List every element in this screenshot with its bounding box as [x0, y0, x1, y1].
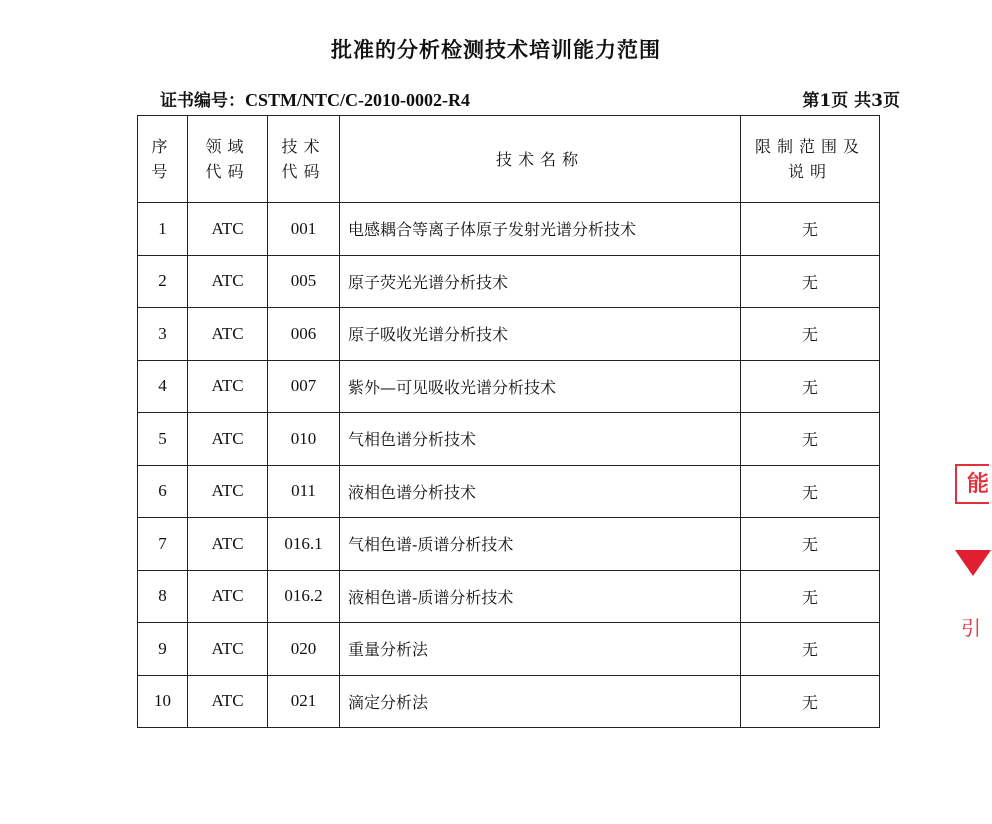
table-row [138, 360, 880, 413]
header-tech-name: 技术名称 [340, 116, 741, 203]
cell-domain-code: ATC [188, 308, 268, 361]
cell-tech-code: 007 [268, 360, 340, 413]
cell-domain-code: ATC [188, 465, 268, 518]
cell-limit: 无 [741, 360, 880, 413]
cell-domain-code: ATC [188, 623, 268, 676]
cell-tech-name: 原子吸收光谱分析技术 [340, 308, 741, 361]
cell-limit: 无 [741, 308, 880, 361]
cell-tech-code: 020 [268, 623, 340, 676]
cell-tech-code: 011 [268, 465, 340, 518]
cell-tech-code: 010 [268, 413, 340, 466]
cell-limit: 无 [741, 255, 880, 308]
document-title: 批准的分析检测技术培训能力范围 [331, 38, 661, 62]
cell-limit: 无 [741, 413, 880, 466]
cell-seq: 3 [138, 308, 188, 361]
table-row [138, 255, 880, 308]
table-row [138, 570, 880, 623]
cell-tech-code: 005 [268, 255, 340, 308]
cell-domain-code: ATC [188, 255, 268, 308]
certificate-value: CSTM/NTC/C-2010-0002-R4 [245, 90, 470, 110]
cell-seq: 2 [138, 255, 188, 308]
cell-domain-code: ATC [188, 360, 268, 413]
page-indicator: 第1页 共3页 [802, 91, 900, 111]
scope-table [137, 115, 880, 728]
cell-tech-code: 006 [268, 308, 340, 361]
cell-seq: 1 [138, 203, 188, 256]
cell-tech-name: 液相色谱分析技术 [340, 465, 741, 518]
cell-tech-code: 016.1 [268, 518, 340, 571]
cell-domain-code: ATC [188, 675, 268, 728]
cell-limit: 无 [741, 518, 880, 571]
cell-seq: 6 [138, 465, 188, 518]
cell-limit: 无 [741, 675, 880, 728]
cell-seq: 4 [138, 360, 188, 413]
header-domain-code: 领域 代码 [188, 116, 268, 203]
table-row [138, 518, 880, 571]
cell-tech-code: 001 [268, 203, 340, 256]
table-row [138, 465, 880, 518]
cell-seq: 10 [138, 675, 188, 728]
cell-limit: 无 [741, 570, 880, 623]
cell-tech-name: 原子荧光光谱分析技术 [340, 255, 741, 308]
certificate-label: 证书编号： [160, 91, 245, 111]
cell-tech-name: 液相色谱-质谱分析技术 [340, 570, 741, 623]
cell-limit: 无 [741, 203, 880, 256]
cell-domain-code: ATC [188, 203, 268, 256]
seal-fragment-top: 能 [955, 464, 989, 504]
cell-limit: 无 [741, 465, 880, 518]
table-row [138, 203, 880, 256]
table-row [138, 623, 880, 676]
cell-tech-name: 电感耦合等离子体原子发射光谱分析技术 [340, 203, 741, 256]
cell-tech-name: 气相色谱分析技术 [340, 413, 741, 466]
cell-seq: 9 [138, 623, 188, 676]
cell-domain-code: ATC [188, 413, 268, 466]
header-seq: 序 号 [138, 116, 188, 203]
cell-tech-name: 滴定分析法 [340, 675, 741, 728]
cell-tech-code: 016.2 [268, 570, 340, 623]
cell-tech-name: 重量分析法 [340, 623, 741, 676]
cell-seq: 5 [138, 413, 188, 466]
cell-tech-code: 021 [268, 675, 340, 728]
cell-seq: 8 [138, 570, 188, 623]
cell-seq: 7 [138, 518, 188, 571]
cell-tech-name: 紫外—可见吸收光谱分析技术 [340, 360, 741, 413]
certificate-number [160, 86, 470, 111]
seal-fragment-bottom: 引 [961, 616, 981, 640]
cell-domain-code: ATC [188, 518, 268, 571]
table-row [138, 308, 880, 361]
cell-limit: 无 [741, 623, 880, 676]
cell-tech-name: 气相色谱-质谱分析技术 [340, 518, 741, 571]
table-row [138, 675, 880, 728]
red-seal-stamp [955, 462, 992, 692]
seal-star-icon [955, 550, 991, 576]
cell-domain-code: ATC [188, 570, 268, 623]
table-header-row [138, 116, 880, 203]
header-limit: 限制范围及 说明 [741, 116, 880, 203]
table-row [138, 413, 880, 466]
header-tech-code: 技术 代码 [268, 116, 340, 203]
